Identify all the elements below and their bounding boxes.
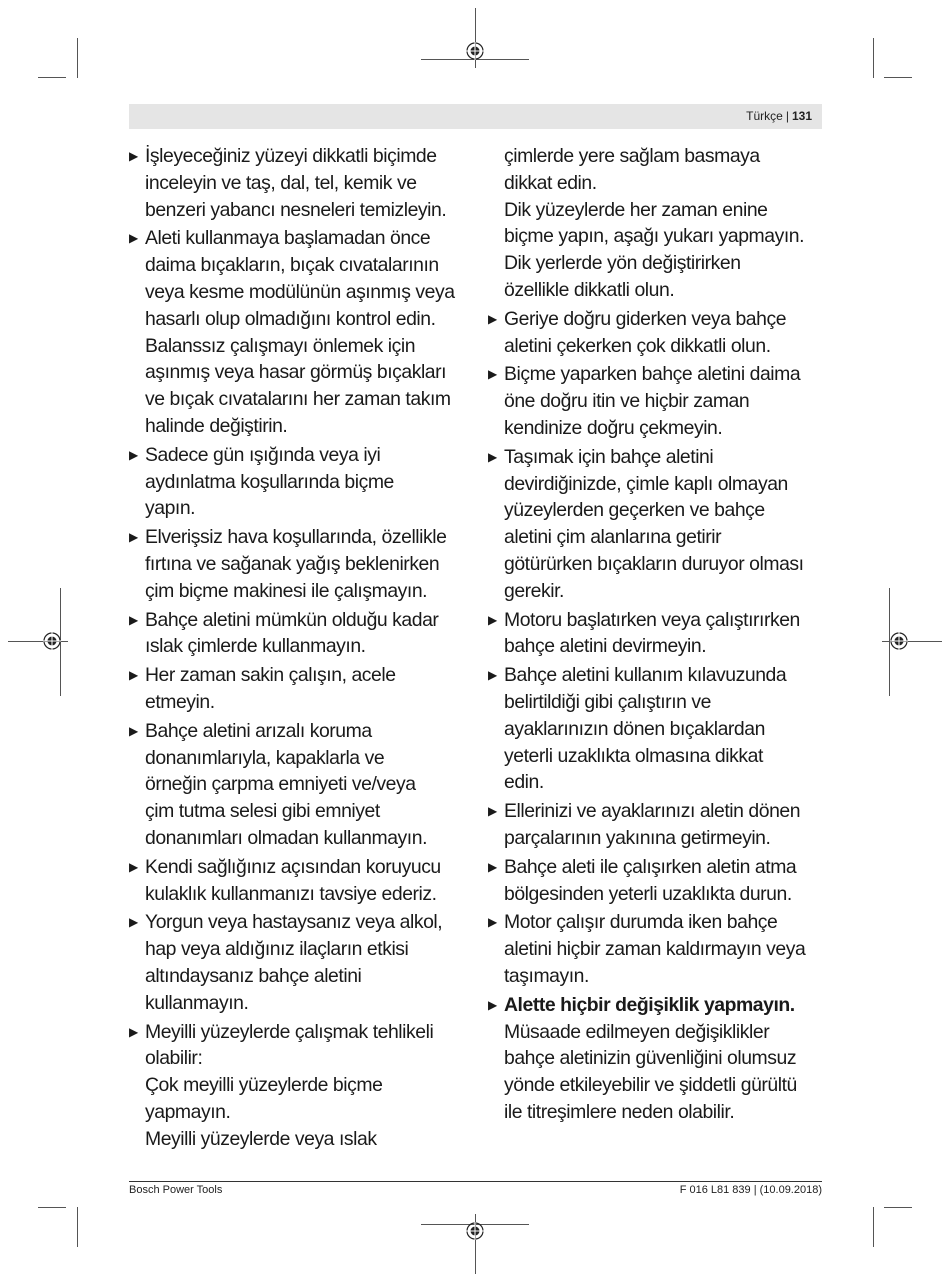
item-text-line: Alette hiçbir değişiklik yapmayın. [504,993,795,1016]
bullet-arrow-icon: ▶ [129,231,139,246]
item-text-line: bölgesinden yeterli uzaklıkta durun. [504,882,792,905]
item-text-line: Yorgun veya hastaysanız veya alkol, [145,911,443,934]
bullet-arrow-icon: ▶ [129,668,139,683]
item-text-line: yönde etkileyebilir ve şiddetli gürültü [504,1074,797,1097]
bullet-arrow-icon: ▶ [488,859,498,874]
item-text-line: yapın. [145,497,196,520]
item-text-line: aletini çim alanlarına getirir [504,526,722,549]
bullet-arrow-icon: ▶ [129,447,139,462]
item-text-line: ayaklarınızın dönen bıçaklardan [504,717,765,740]
bullet-arrow-icon: ▶ [488,311,498,326]
item-text-line: Bahçe aletini mümkün olduğu kadar [145,608,439,631]
item-text-line: Motor çalışır durumda iken bahçe [504,911,778,934]
item-text-line: özellikle dikkatli olun. [504,278,675,301]
item-text-line: götürürken bıçakların duruyor olması [504,552,804,575]
bullet-arrow-icon: ▶ [488,449,498,464]
item-text-line: Çok meyilli yüzeylerde biçme [145,1074,383,1097]
item-text-line: Dik yerlerde yön değiştirirken [504,252,741,275]
safety-item [129,909,469,1016]
left-column [129,143,469,1154]
item-text-line: Elverişsiz hava koşullarında, özellikle [145,526,447,549]
item-text-line: fırtına ve sağanak yağış beklenirken [145,552,440,575]
item-text-line: çim tutma selesi gibi emniyet [145,800,380,823]
item-text-line: Taşımak için bahçe aletini [504,445,714,468]
item-text-line: daima bıçakların, bıçak cıvatalarının [145,254,439,277]
safety-item [129,718,469,852]
item-text-line: aletini çekerken çok dikkatli olun. [504,334,771,357]
item-text-line: ve bıçak cıvatalarını her zaman takım [145,388,451,411]
bullet-arrow-icon: ▶ [129,859,139,874]
safety-item [488,798,828,852]
footer-publisher: Bosch Power Tools [129,1184,223,1196]
item-text-line: parçalarının yakınına getirmeyin. [504,826,771,849]
item-text-line: Bahçe aletini arızalı koruma [145,719,372,742]
item-text-line: bahçe aletini devirmeyin. [504,635,707,658]
item-text-line: belirtildiği gibi çalıştırın ve [504,690,711,713]
bullet-arrow-icon: ▶ [488,997,498,1012]
item-text-line: Dik yüzeylerde her zaman enine [504,198,768,221]
header-text [746,109,812,123]
item-text-line: biçme yapın, aşağı yukarı yapmayın. [504,225,805,248]
item-text-line: veya kesme modülünün aşınmış veya [145,280,455,303]
bullet-arrow-icon: ▶ [488,612,498,627]
item-text-line: Motoru başlatırken veya çalıştırırken [504,608,800,631]
item-text-line: dikkat edin. [504,171,597,194]
crop-mark [884,1207,912,1208]
safety-item [129,854,469,908]
item-text-line: Her zaman sakin çalışın, acele [145,664,396,687]
safety-item [488,306,828,360]
safety-item [488,662,828,796]
item-text-line: aşınmış veya hasar görmüş bıçakları [145,361,447,384]
crop-mark [873,1207,874,1247]
item-text-line: ile titreşimlere neden olabilir. [504,1100,735,1123]
item-text-line: devirdiğinizde, çimle kaplı olmayan [504,472,788,495]
right-column [488,143,828,1128]
item-text-line: yeterli uzaklıkta olmasına dikkat [504,744,763,767]
item-text-line: hap veya aldığınız ilaçların etkisi [145,938,409,961]
item-text-line: donanımları olmadan kullanmayın. [145,826,428,849]
bullet-arrow-icon: ▶ [129,149,139,163]
header-separator: | [785,109,789,123]
bullet-arrow-icon: ▶ [129,530,139,545]
safety-item [488,992,828,1126]
safety-item [488,444,828,605]
item-text-line: çimlerde yere sağlam basmaya [504,145,760,167]
bullet-arrow-icon: ▶ [488,668,498,683]
item-text-line: Meyilli yüzeylerde veya ıslak [145,1127,377,1150]
item-text-line: etmeyin. [145,690,215,713]
item-text-line: benzeri yabancı nesneleri temizleyin. [145,198,447,221]
crop-mark [884,77,912,78]
item-text-line: hasarlı olup olmadığını kontrol edin. [145,307,436,330]
item-text-line: kulaklık kullanmanızı tavsiye ederiz. [145,882,437,905]
item-text-line: Bahçe aleti ile çalışırken aletin atma [504,855,797,878]
bullet-arrow-icon: ▶ [129,612,139,627]
item-text-line: yüzeylerden geçerken ve bahçe [504,499,765,522]
item-text-line: aydınlatma koşullarında biçme [145,470,394,493]
safety-item [488,909,828,989]
item-text-line: Müsaade edilmeyen değişiklikler [504,1020,770,1043]
safety-item [488,607,828,661]
item-text-line: altındaysanız bahçe aletini [145,964,362,987]
footer-rule [129,1181,822,1182]
header-language: Türkçe [746,109,783,123]
item-text-line: çim biçme makinesi ile çalışmayın. [145,579,428,602]
item-text-line: kendinize doğru çekmeyin. [504,416,723,439]
bullet-arrow-icon: ▶ [129,723,139,738]
item-text-line: Aleti kullanmaya başlamadan önce [145,227,431,250]
item-text-line: Ellerinizi ve ayaklarınızı aletin dönen [504,800,801,823]
crop-mark [77,1207,78,1247]
item-text-line: halinde değiştirin. [145,414,288,437]
item-text-line: taşımayın. [504,964,589,987]
footer-doc-ref: F 016 L81 839 | (10.09.2018) [679,1184,822,1196]
safety-item [129,442,469,522]
item-text-line: bahçe aletinizin güvenliğini olumsuz [504,1047,797,1070]
item-text-line: ıslak çimlerde kullanmayın. [145,635,366,658]
registration-mark-icon [466,1222,484,1240]
item-text-line: Bahçe aletini kullanım kılavuzunda [504,664,787,687]
item-text-line: Geriye doğru giderken veya bahçe [504,307,787,330]
safety-item [129,662,469,716]
page-header [129,104,822,129]
safety-item [488,854,828,908]
item-text-line: Sadece gün ışığında veya iyi [145,443,381,466]
bullet-arrow-icon: ▶ [488,915,498,930]
crop-mark [77,38,78,78]
item-text-line: Balanssız çalışmayı önlemek için [145,334,416,357]
registration-mark-icon [43,632,61,650]
safety-item [129,607,469,661]
bullet-arrow-icon: ▶ [129,915,139,930]
bullet-arrow-icon: ▶ [488,367,498,382]
crop-mark [38,77,66,78]
page-number: 131 [791,109,812,123]
safety-item [129,1019,469,1153]
safety-item [488,143,828,304]
registration-mark-icon [466,42,484,60]
item-text-line: Meyilli yüzeylerde çalışmak tehlikeli [145,1020,434,1043]
item-text-line: olabilir: [145,1047,203,1070]
item-text-line: aletini hiçbir zaman kaldırmayın veya [504,938,806,961]
safety-item [129,524,469,604]
crop-mark [873,38,874,78]
safety-item [129,143,469,223]
item-text-line: Kendi sağlığınız açısından koruyucu [145,855,441,878]
bullet-arrow-icon: ▶ [129,1024,139,1039]
item-text-line: edin. [504,771,544,794]
item-text-line: gerekir. [504,579,564,602]
safety-item [129,225,469,439]
item-text-line: kullanmayın. [145,991,249,1014]
item-text-line: örneğin çarpma emniyeti ve/veya [145,773,416,796]
item-text-line: donanımlarıyla, kapaklarla ve [145,746,385,769]
item-text-line: inceleyin ve taş, dal, tel, kemik ve [145,171,417,194]
item-text-line: öne doğru itin ve hiçbir zaman [504,390,750,413]
item-text-line: Biçme yaparken bahçe aletini daima [504,363,801,386]
bullet-arrow-icon: ▶ [488,804,498,819]
safety-item [488,361,828,441]
item-text-line: İşleyeceğiniz yüzeyi dikkatli biçimde [145,145,437,167]
item-text-line: yapmayın. [145,1100,231,1123]
crop-mark [38,1207,66,1208]
registration-mark-icon [890,632,908,650]
